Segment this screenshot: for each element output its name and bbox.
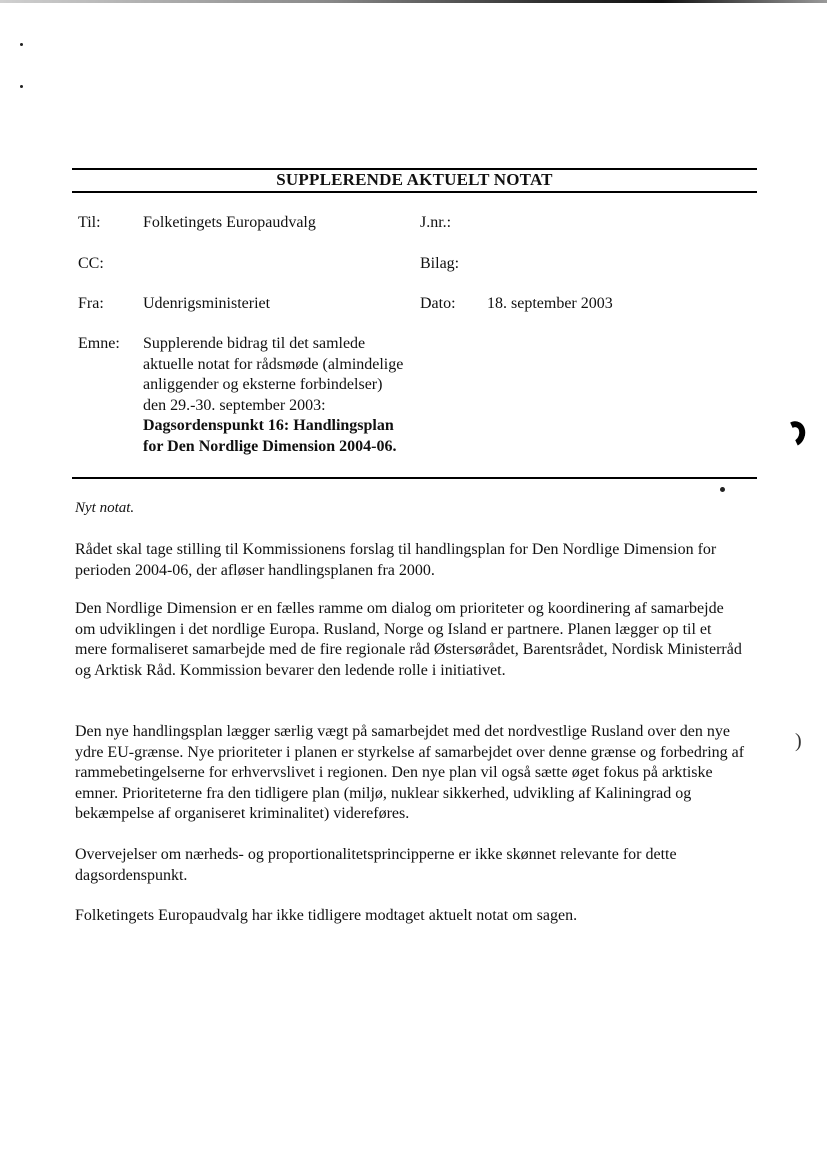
fra-label: Fra: — [78, 295, 104, 312]
scan-edge — [0, 0, 827, 3]
cc-label: CC: — [78, 255, 104, 272]
til-label: Til: — [78, 214, 101, 231]
scan-speck — [20, 85, 23, 88]
emne-label: Emne: — [78, 335, 120, 352]
paragraph-4: Overvejelser om nærheds- og proportionalitetsprincipperne er ikke skønnet relevante for dette dagsordenspunkt. — [75, 846, 677, 884]
emne-plain-text: Supplerende bidrag til det samlede aktuelle notat for rådsmøde (almindelige anliggender og eksterne forbindelser) den 29.-30. september 2003: — [143, 335, 404, 414]
punch-hole-mark — [779, 418, 809, 450]
paragraph-3: Den nye handlingsplan lægger særlig vægt på samarbejdet med det nordvestlige Rusland over den nye ydre EU-grænse. Nye prioriteter i planen er styrkelse af samarbejdet over denne grænse og forbedring af rammebetingelserne for erhvervslivet i regionen. Den nye plan vil også sætte øget fokus på arktiske emner. Prioriteterne fra den tidligere plan (miljø, nuklear sikkerhed, udvikling af Kaliningrad og bekæmpelse af organiseret kriminalitet) videreføres. — [75, 723, 745, 822]
document-title: SUPPLERENDE AKTUELT NOTAT — [276, 170, 553, 189]
dato-value: 18. september 2003 — [487, 295, 613, 312]
scan-speck — [720, 487, 725, 492]
jnr-label: J.nr.: — [420, 214, 452, 231]
emne-bold-text: Dagsordenspunkt 16: Handlingsplan for Den Nordlige Dimension 2004-06. — [143, 417, 397, 455]
fra-value: Udenrigsministeriet — [143, 295, 271, 312]
scan-speck — [20, 43, 23, 46]
paragraph-1: Rådet skal tage stilling til Kommissionens forslag til handlingsplan for Den Nordlige Dimension for perioden 2004-06, der afløser handlingsplanen fra 2000. — [75, 541, 717, 579]
note-label: Nyt notat. — [75, 500, 135, 516]
dato-label: Dato: — [420, 295, 456, 312]
paragraph-5: Folketingets Europaudvalg har ikke tidligere modtaget aktuelt notat om sagen. — [75, 907, 578, 924]
title-rule — [72, 191, 757, 193]
paragraph-2: Den Nordlige Dimension er en fælles ramme om dialog om prioriteter og koordinering af samarbejde om udviklingen i det nordlige Europa. Rusland, Norge og Island er partnere. Planen lægger op til et mere formaliseret samarbejde med de fire regionale råd Østersørådet, Barentsrådet, Nordisk Ministerråd og Arktisk Råd. Kommission bevarer den ledende rolle i initiativet. — [75, 600, 742, 679]
header-bottom-rule — [72, 477, 757, 479]
emne-value — [143, 334, 405, 457]
bilag-label: Bilag: — [420, 255, 460, 272]
margin-mark: ) — [795, 730, 802, 752]
til-value: Folketingets Europaudvalg — [143, 214, 316, 231]
